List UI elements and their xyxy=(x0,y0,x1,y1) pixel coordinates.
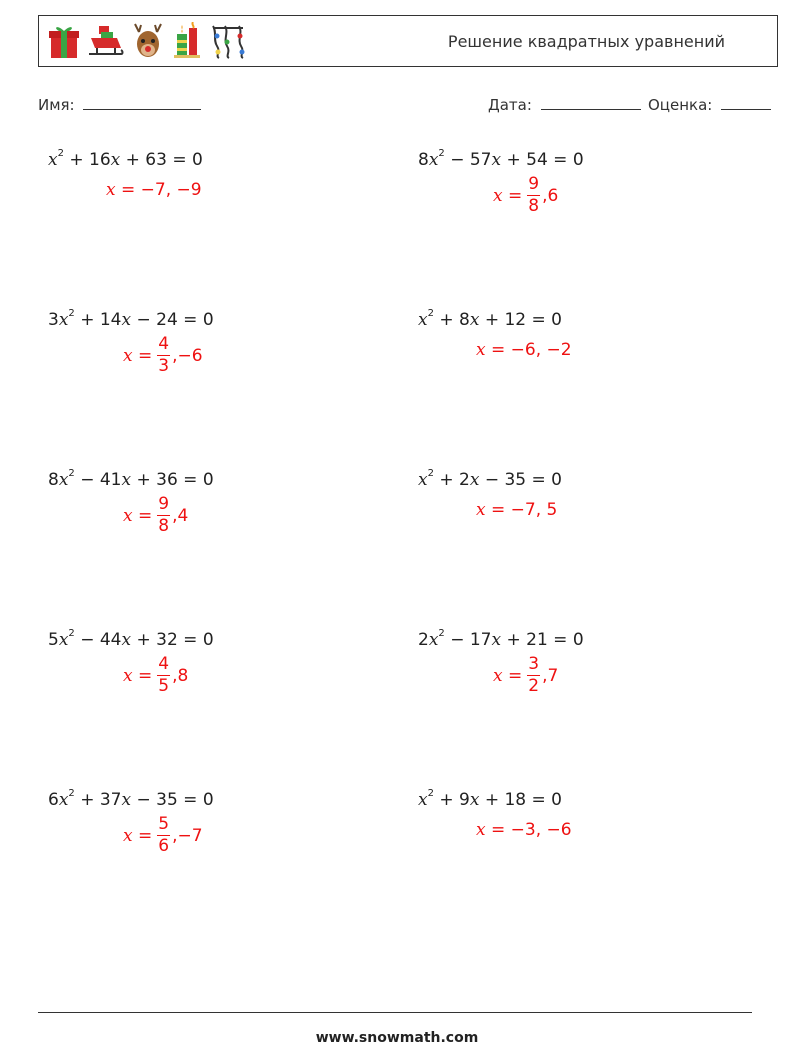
name-field[interactable] xyxy=(38,95,201,114)
name-label: Имя: xyxy=(38,96,75,114)
equation: $8x^2 - 57x + 54 = 0$ xyxy=(418,148,584,170)
problem-item xyxy=(48,468,378,536)
answer: x = −6, −2 xyxy=(476,340,572,360)
answer: x = $\frac{4}{5}$ ,8 xyxy=(123,654,189,696)
answer-fraction: $\frac{5}{6}$ xyxy=(158,814,170,856)
equation: $6x^2 + 37x - 35 = 0$ xyxy=(48,788,214,810)
equation: $5x^2 - 44x + 32 = 0$ xyxy=(48,628,214,650)
worksheet-header xyxy=(38,15,778,67)
answer-fraction: $\frac{3}{2}$ xyxy=(528,654,540,696)
footer-divider xyxy=(38,1012,752,1013)
christmas-lights-icon xyxy=(209,22,249,60)
grade-field[interactable] xyxy=(648,95,771,114)
problem-item xyxy=(418,468,748,520)
equation: $2x^2 - 17x + 21 = 0$ xyxy=(418,628,584,650)
answer: x = −3, −6 xyxy=(476,820,572,840)
equation: $3x^2 + 14x - 24 = 0$ xyxy=(48,308,214,330)
problem-item xyxy=(48,788,378,856)
answer: x = $\frac{4}{3}$ ,−6 xyxy=(123,334,203,376)
problem-item xyxy=(48,628,378,696)
problem-item xyxy=(418,308,748,360)
equation: $x^2 + 9x + 18 = 0$ xyxy=(418,788,562,810)
date-field[interactable] xyxy=(488,95,641,114)
answer: x = $\frac{9}{8}$ ,4 xyxy=(123,494,189,536)
worksheet-title: Решение квадратных уравнений xyxy=(447,32,725,51)
candles-icon xyxy=(171,22,203,60)
answer-fraction: $\frac{9}{8}$ xyxy=(528,174,540,216)
equation: $x^2 + 2x - 35 = 0$ xyxy=(418,468,562,490)
date-label: Дата: xyxy=(488,96,532,114)
equation: $x^2 + 16x + 63 = 0$ xyxy=(48,148,203,170)
date-line xyxy=(541,95,641,110)
answer-fraction: $\frac{9}{8}$ xyxy=(158,494,170,536)
answer-fraction: $\frac{4}{3}$ xyxy=(158,334,170,376)
grade-label: Оценка: xyxy=(648,96,713,114)
equation: $x^2 + 8x + 12 = 0$ xyxy=(418,308,562,330)
answer: x = $\frac{5}{6}$ ,−7 xyxy=(123,814,203,856)
name-line xyxy=(83,95,201,110)
header-icons xyxy=(47,22,249,60)
sleigh-icon xyxy=(87,22,125,60)
problem-item xyxy=(418,628,748,696)
problem-item xyxy=(48,148,378,200)
gift-icon xyxy=(47,22,81,60)
answer: x = −7, −9 xyxy=(106,180,202,200)
answer-fraction: $\frac{4}{5}$ xyxy=(158,654,170,696)
footer-site: www.snowmath.com xyxy=(315,1030,479,1046)
answer: x = $\frac{3}{2}$ ,7 xyxy=(493,654,559,696)
problem-item xyxy=(48,308,378,376)
answer: x = −7, 5 xyxy=(476,500,558,520)
grade-line xyxy=(721,95,771,110)
answer: x = $\frac{9}{8}$ ,6 xyxy=(493,174,559,216)
problem-item xyxy=(418,788,748,840)
equation: $8x^2 - 41x + 36 = 0$ xyxy=(48,468,214,490)
reindeer-icon xyxy=(131,22,165,60)
problem-item xyxy=(418,148,748,216)
